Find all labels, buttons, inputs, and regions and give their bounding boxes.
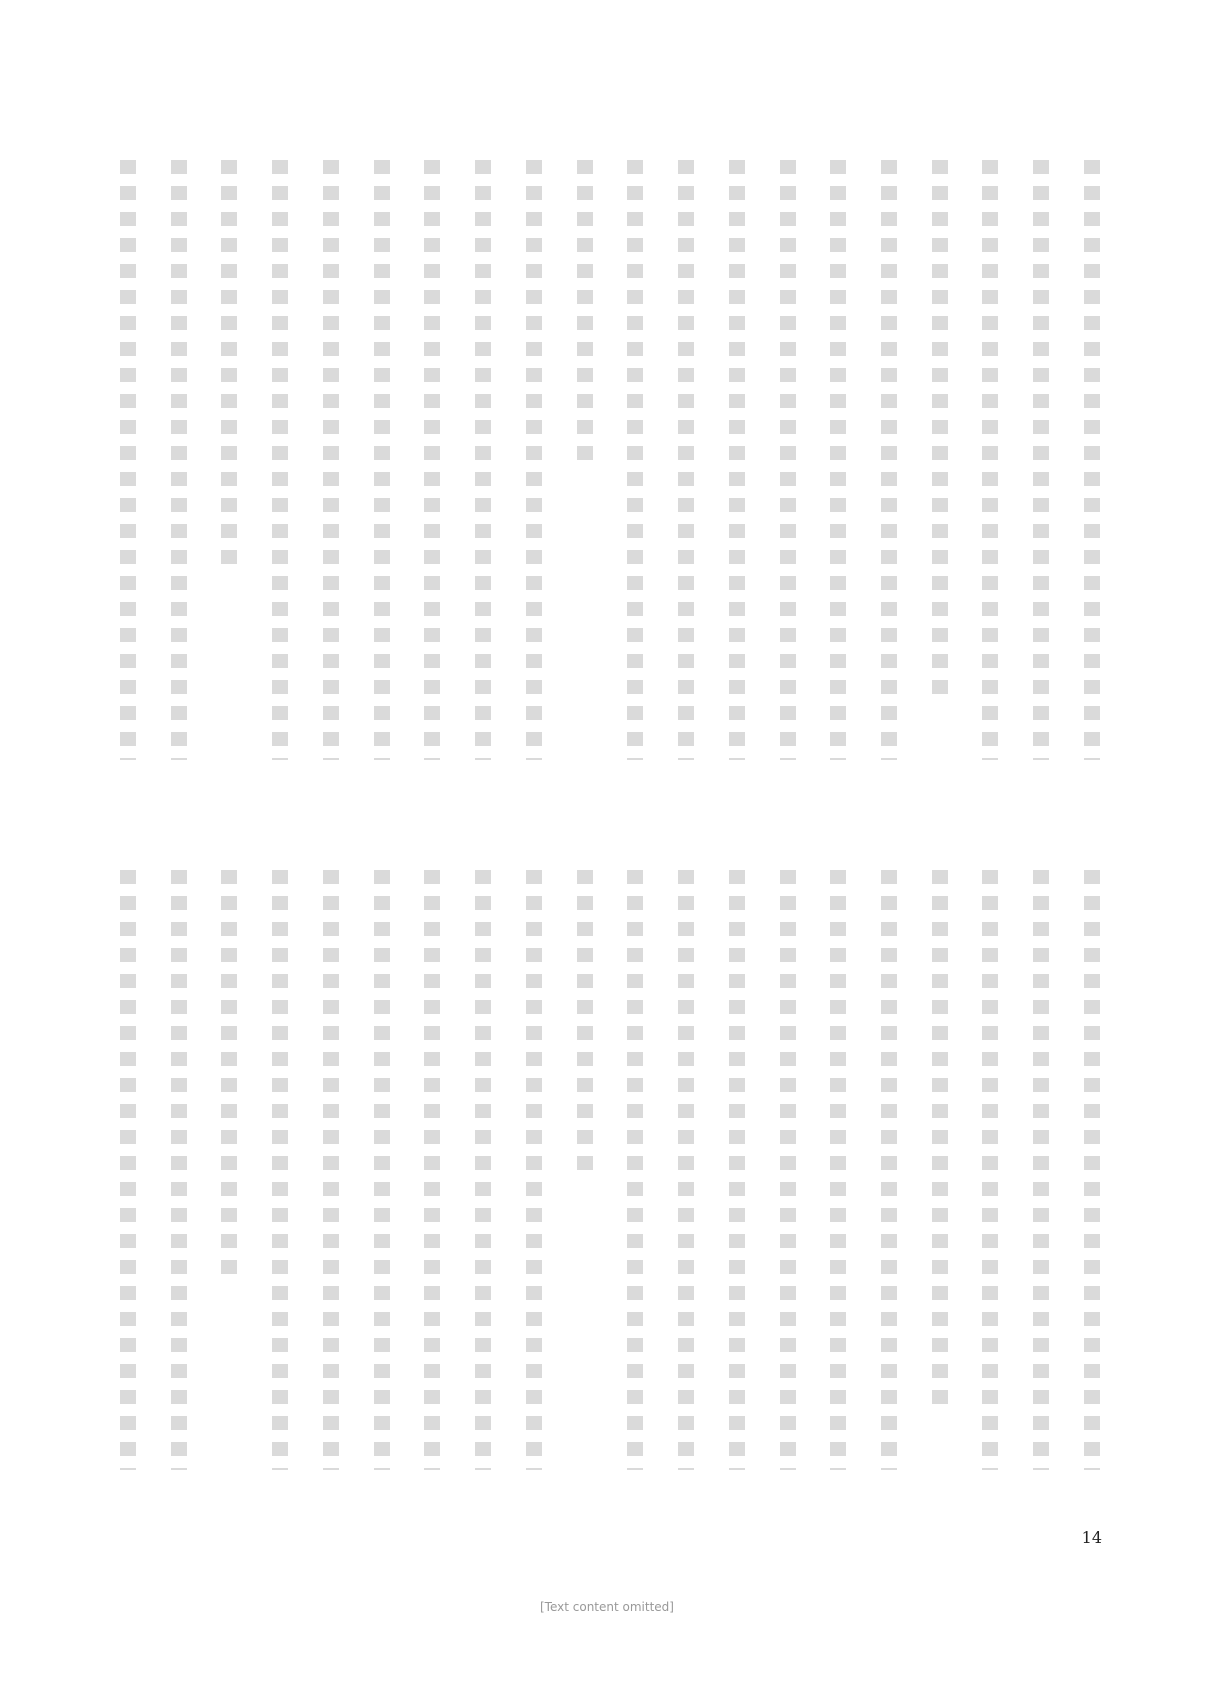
text-column-placeholder: [678, 160, 694, 760]
text-column-placeholder: [323, 160, 339, 760]
text-column-placeholder: [627, 160, 643, 760]
text-column-placeholder: [171, 870, 187, 1470]
text-column-placeholder: [475, 160, 491, 760]
text-column-placeholder: [627, 870, 643, 1470]
text-column-placeholder: [982, 160, 998, 760]
page-number: 14: [1081, 1528, 1102, 1547]
text-column-placeholder: [1084, 160, 1100, 760]
text-column-placeholder: [729, 870, 745, 1470]
placeholder-notice: [Text content omitted]: [540, 1600, 674, 1614]
text-column-placeholder: [221, 870, 237, 1284]
text-column-placeholder: [577, 870, 593, 1170]
text-column-placeholder: [323, 870, 339, 1470]
text-column-placeholder: [424, 870, 440, 1470]
text-column-placeholder: [830, 870, 846, 1470]
text-column-placeholder: [526, 160, 542, 760]
text-column-placeholder: [678, 870, 694, 1470]
text-column-placeholder: [881, 160, 897, 760]
text-column-placeholder: [374, 870, 390, 1470]
text-column-placeholder: [881, 870, 897, 1470]
text-column-placeholder: [1084, 870, 1100, 1470]
text-column-placeholder: [982, 870, 998, 1470]
text-column-placeholder: [830, 160, 846, 760]
text-block-upper: [120, 160, 1100, 760]
text-column-placeholder: [424, 160, 440, 760]
text-column-placeholder: [120, 870, 136, 1470]
text-column-placeholder: [577, 160, 593, 460]
text-column-placeholder: [221, 160, 237, 574]
text-column-placeholder: [272, 870, 288, 1470]
text-column-placeholder: [729, 160, 745, 760]
text-column-placeholder: [780, 870, 796, 1470]
text-column-placeholder: [1033, 870, 1049, 1470]
text-column-placeholder: [780, 160, 796, 760]
text-column-placeholder: [932, 870, 948, 1416]
text-block-lower: [120, 870, 1100, 1470]
text-column-placeholder: [171, 160, 187, 760]
text-column-placeholder: [1033, 160, 1049, 760]
text-column-placeholder: [120, 160, 136, 760]
text-column-placeholder: [475, 870, 491, 1470]
text-column-placeholder: [932, 160, 948, 706]
text-column-placeholder: [272, 160, 288, 760]
text-column-placeholder: [374, 160, 390, 760]
text-column-placeholder: [526, 870, 542, 1470]
